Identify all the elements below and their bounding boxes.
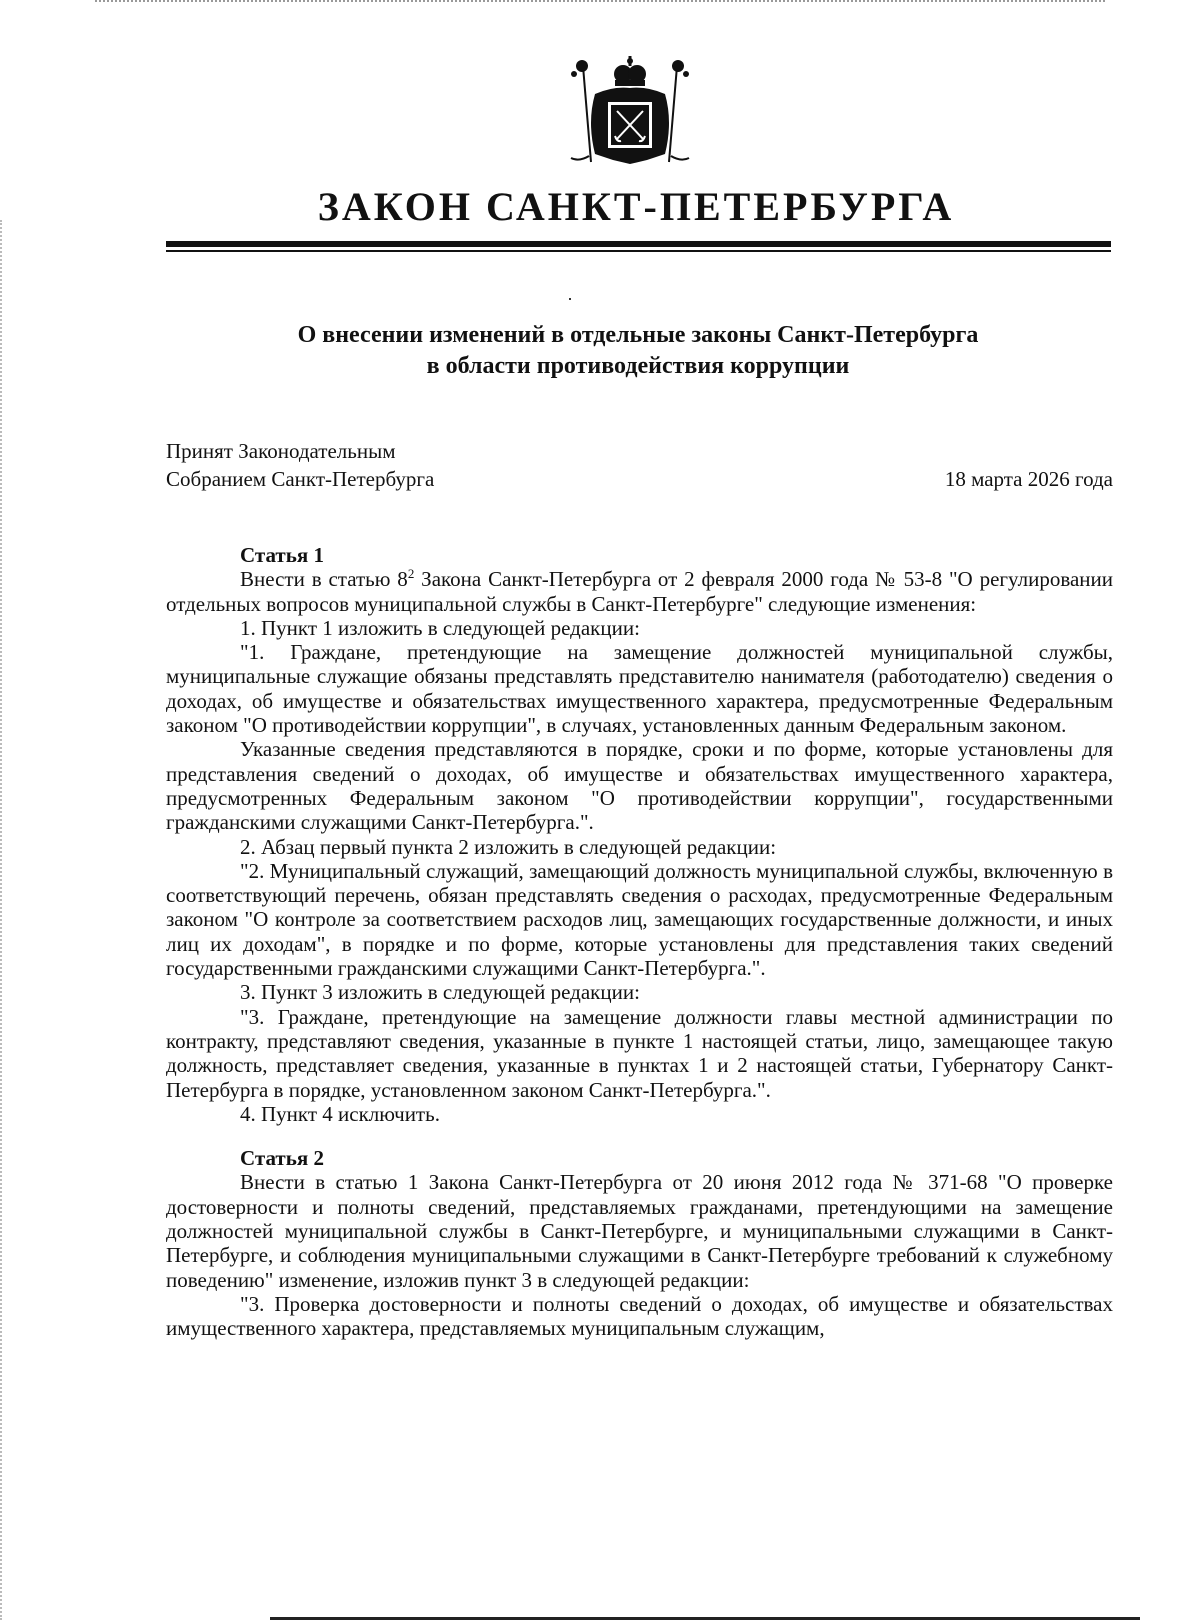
- article-1-paragraph: Указанные сведения представляются в порядке, сроки и по форме, которые установлены для представления сведений о доходах, об имуществе и обязательствах имущественного характера, предусмотренных Федеральным законом "О противодействии коррупции", государственными гражданскими служащими Санкт-Петербурга.".: [166, 737, 1113, 835]
- law-body: [166, 543, 1113, 1341]
- adoption-date: 18 марта 2026 года: [944, 467, 1113, 491]
- article-1-paragraph: 2. Абзац первый пункта 2 изложить в следующей редакции:: [240, 834, 777, 859]
- coat-of-arms-icon: [565, 52, 695, 172]
- article-1-paragraph: 4. Пункт 4 исключить.: [240, 1101, 440, 1126]
- law-title: ЗАКОН САНКТ-ПЕТЕРБУРГА: [317, 184, 955, 229]
- article-1-intro: [166, 567, 1113, 616]
- adopted-line-1: Принят Законодательным: [166, 439, 396, 463]
- adopted-by: [166, 437, 434, 493]
- adopted-line-2: Собранием Санкт-Петербурга: [166, 467, 435, 491]
- scan-edge-top: [95, 0, 1105, 4]
- article-1-paragraph: "1. Граждане, претендующие на замещение должностей муниципальной службы, муниципальные служащие обязаны представлять представителю нанимателя (работодателю) сведения о доходах, об имуществе и обязательствах имущественного характера, предусмотренные Федеральным законом "О противодействии коррупции", в случаях, установленных данным Федеральным законом.: [166, 640, 1113, 738]
- article-2-heading: Статья 2: [240, 1146, 324, 1171]
- article-2-paragraph: Внести в статью 1 Закона Санкт-Петербурга от 20 июня 2012 года № 371-68 "О проверке достоверности и полноты сведений, представляемых гражданами, претендующими на замещение должностей муниципальной службы в Санкт-Петербурге, и муниципальными служащими в Санкт-Петербурге, и соблюдения муниципальными служащими в Санкт-Петербурге требований к служебному поведению" изменение, изложив пункт 3 в следующей редакции:: [166, 1170, 1113, 1292]
- title-rule-thick: [166, 241, 1111, 247]
- article-1-paragraph: "2. Муниципальный служащий, замещающий должность муниципальной службы, включенную в соответствующий перечень, обязан представлять сведения о расходах, предусмотренные Федеральным законом "О контроле за соответствием расходов лиц, замещающих государственные должности, и иных лиц их доходам", в порядке и по форме, которые установлены для представления таких сведений государственными гражданскими служащими Санкт-Петербурга.".: [166, 858, 1113, 981]
- scan-dot: [569, 298, 571, 300]
- heading-line-1: О внесении изменений в отдельные законы Санкт-Петербурга: [297, 322, 979, 348]
- article-1-paragraph: 3. Пункт 3 изложить в следующей редакции:: [240, 980, 640, 1005]
- article-1-intro-start: Внести в статью 8: [240, 567, 408, 592]
- article-1-paragraph: 1. Пункт 1 изложить в следующей редакции:: [240, 615, 640, 640]
- article-1-intro-sup: 2: [407, 566, 415, 582]
- article-1-heading: Статья 1: [240, 543, 324, 567]
- article-1-paragraph: "3. Граждане, претендующие на замещение должности главы местной администрации по контракту, представляют сведения, указанные в пункте 1 настоящей статьи, лицо, замещающее такую должность, представляет сведения, указанные в пунктах 1 и 2 настоящей статьи, Губернатору Санкт-Петербурга в порядке, установленном законом Санкт-Петербурга.".: [166, 1004, 1113, 1102]
- scan-edge-bottom: [270, 1617, 1140, 1620]
- heading-line-2: в области противодействия коррупции: [426, 353, 850, 379]
- article-1-intro-rest: Закона Санкт-Петербурга от 2 февраля 2000 года № 53-8 "О регулировании отдельных вопросов муниципальной службы в Санкт-Петербурге" следующие изменения:: [166, 567, 1113, 616]
- title-rule-thin: [166, 250, 1111, 252]
- scan-edge-left: [0, 220, 4, 1620]
- article-2-paragraph: "3. Проверка достоверности и полноты сведений о доходах, об имуществе и обязательствах имущественного характера, представляемых муниципальным служащим,: [166, 1291, 1113, 1341]
- law-heading: [166, 320, 1110, 382]
